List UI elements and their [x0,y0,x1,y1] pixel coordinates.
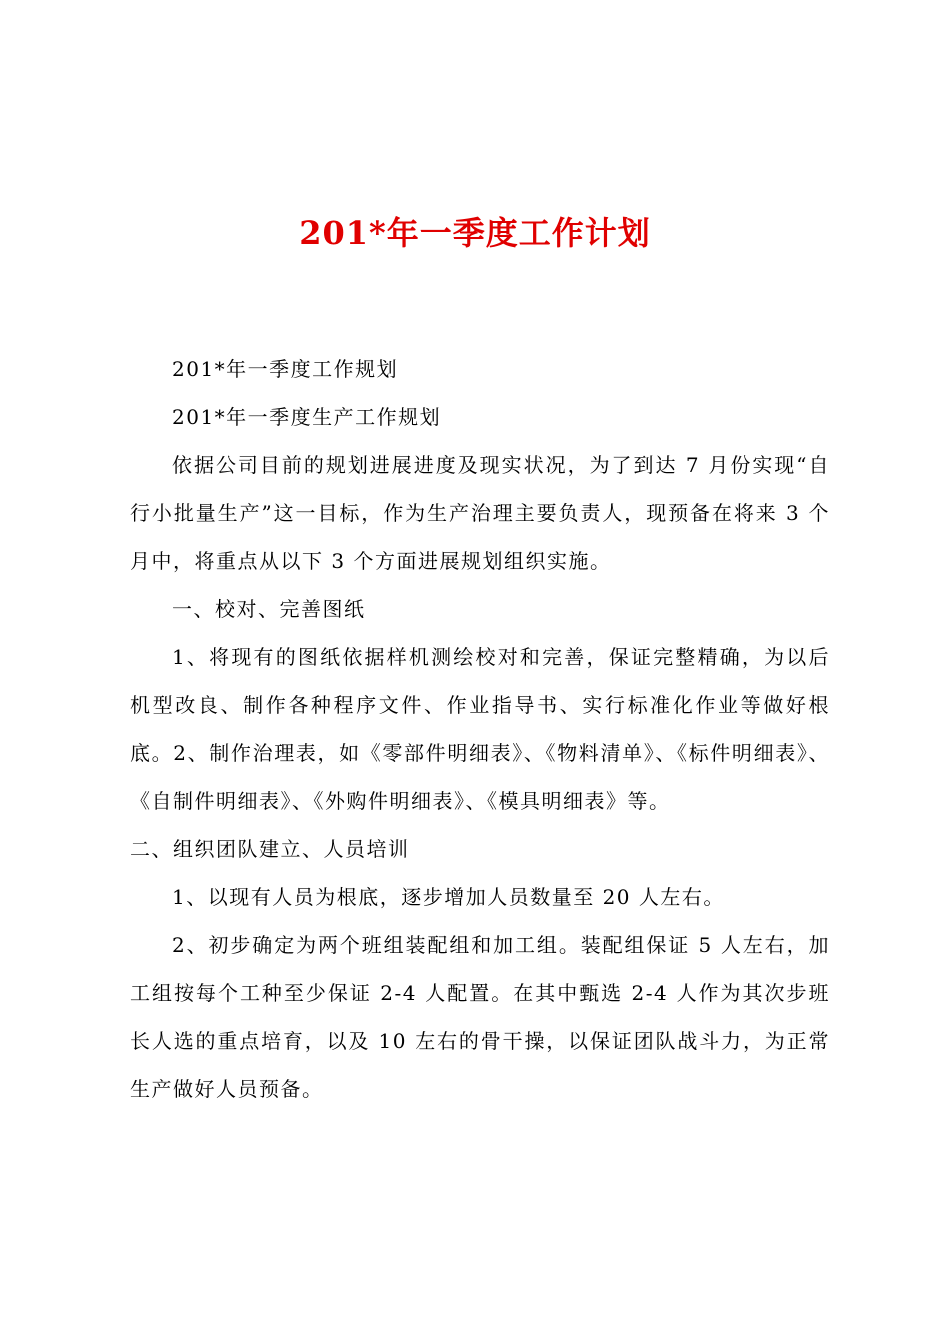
document-body [130,345,830,1113]
paragraph-heading-2: 201*年一季度生产工作规划 [172,405,442,429]
document-title: 201*年一季度工作计划 [299,214,651,252]
paragraph-section-1: 1、将现有的图纸依据样机测绘校对和完善，保证完整精确，为以后机型改良、制作各种程序文件、作业指导书、实行标准化作业等做好根底。2、制作治理表，如《零部件明细表》、《物料清单》、《标件明细表》、《自制件明细表》、《外购件明细表》、《模具明细表》等。 [130,645,830,813]
section-heading-1: 一、校对、完善图纸 [172,597,366,621]
paragraph-section-2-item-1: 1、以现有人员为根底，逐步增加人员数量至 20 人左右。 [172,885,725,909]
paragraph-intro: 依据公司目前的规划进展进度及现实状况，为了到达 7 月份实现“自行小批量生产”这一目标，作为生产治理主要负责人，现预备在将来 3 个月中，将重点从以下 3 个方面进展规划组织实施。 [130,453,830,573]
paragraph-heading-1: 201*年一季度工作规划 [172,357,399,381]
paragraph-section-2-item-2: 2、初步确定为两个班组装配组和加工组。装配组保证 5 人左右，加工组按每个工种至少保证 2-4 人配置。在其中甄选 2-4 人作为其次步班长人选的重点培育，以及 10 左右的骨干操，以保证团队战斗力，为正常生产做好人员预备。 [130,933,830,1101]
section-heading-2: 二、组织团队建立、人员培训 [130,837,410,861]
